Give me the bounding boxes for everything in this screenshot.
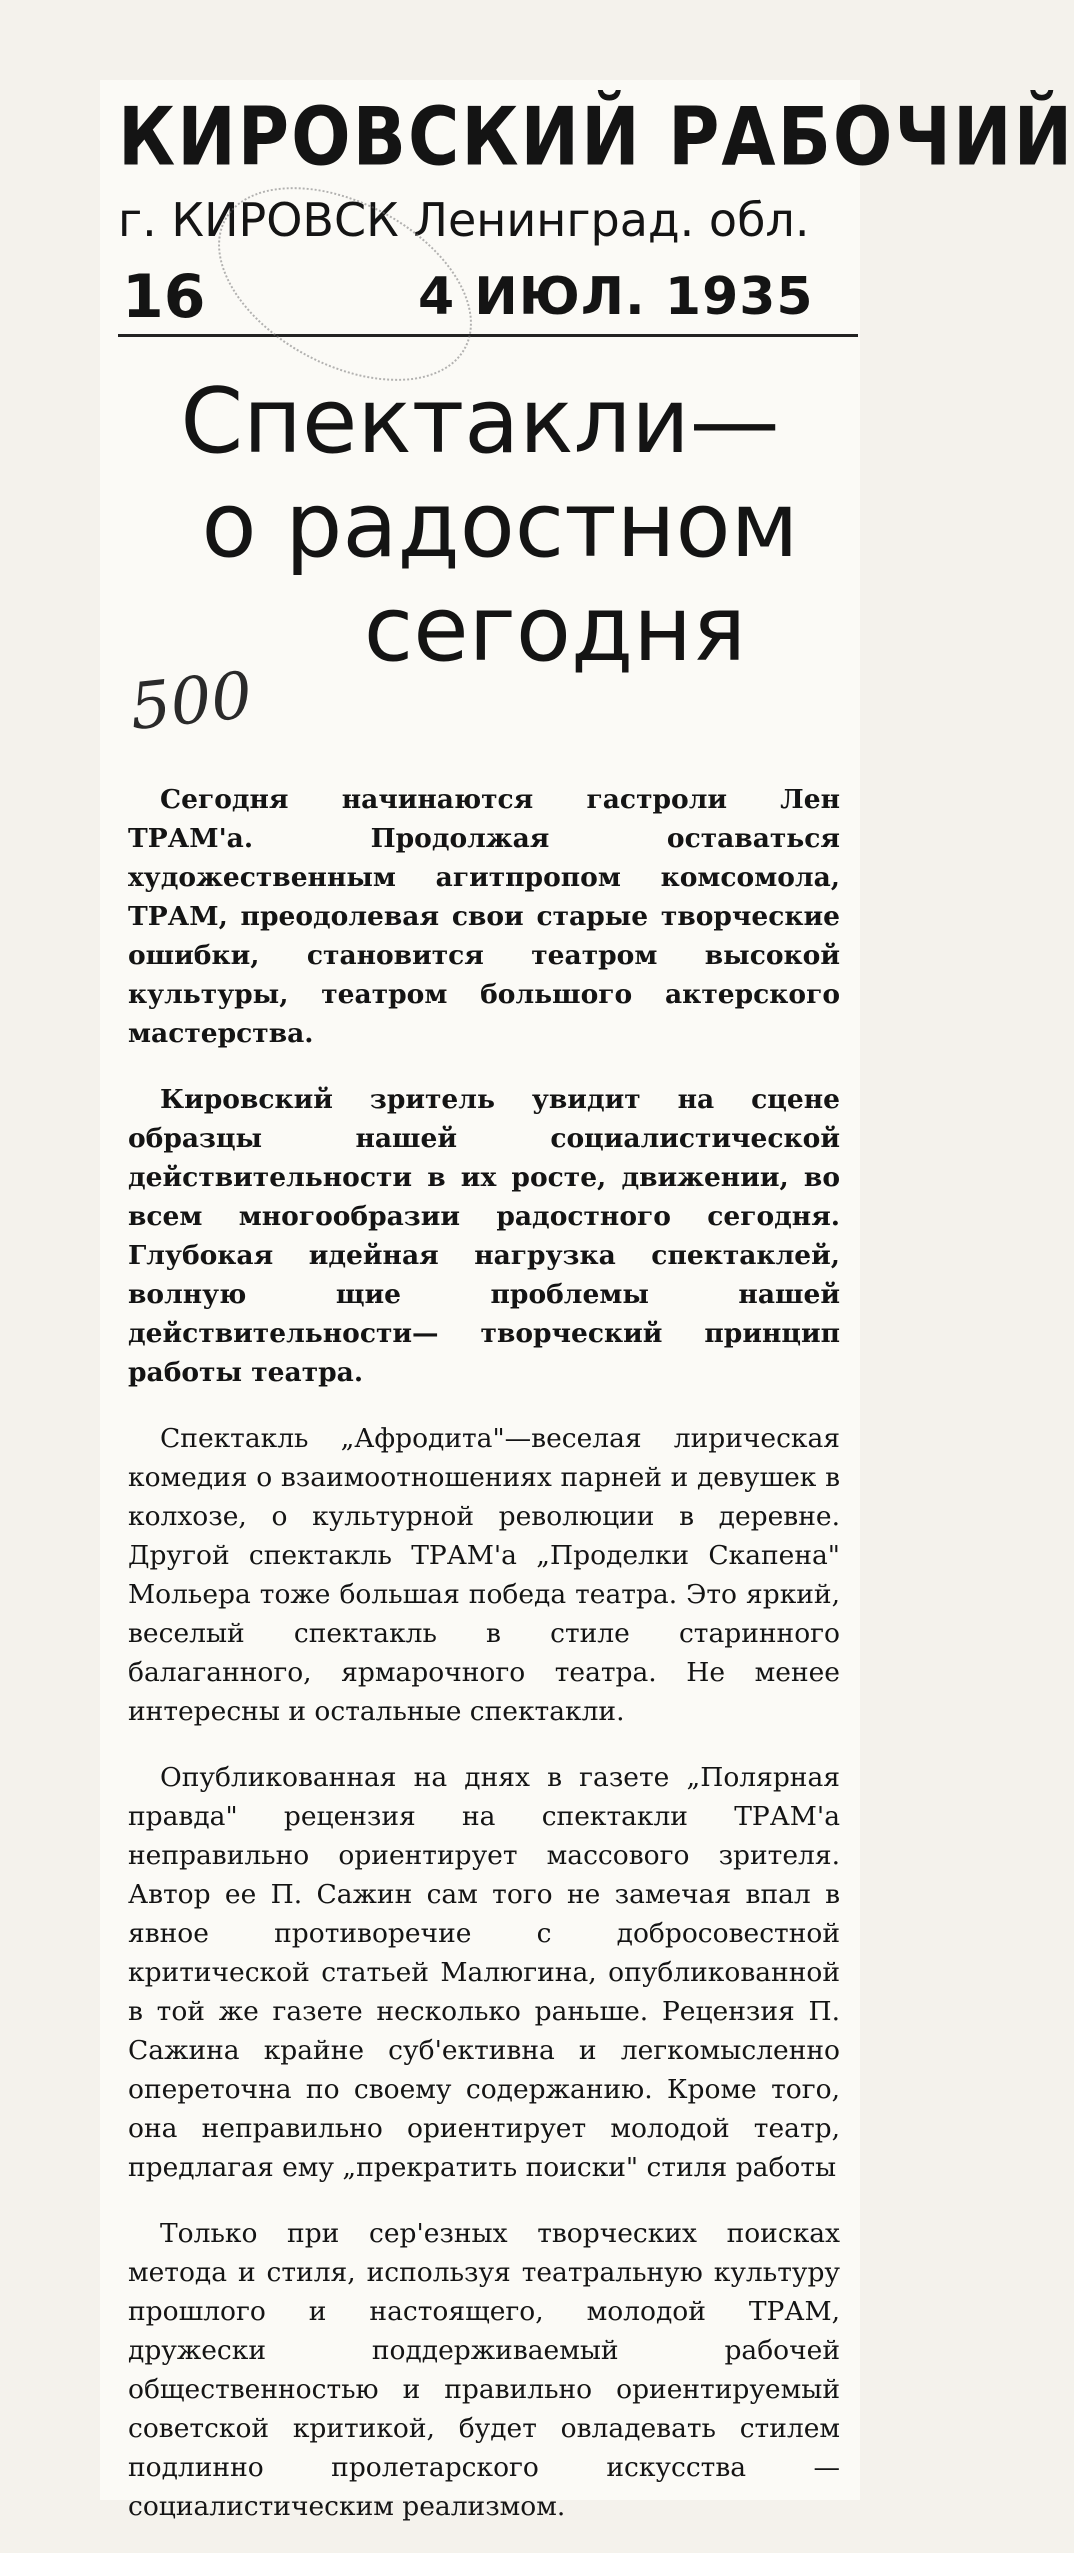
issue-date: 4 ИЮЛ. 1935 bbox=[418, 267, 814, 327]
newspaper-place: г. КИРОВСК Ленинград. обл. bbox=[118, 193, 810, 247]
article-headline bbox=[100, 370, 860, 682]
issue-number: 16 bbox=[122, 262, 206, 332]
headline-line-3: сегодня bbox=[363, 577, 747, 682]
handwritten-note: 500 bbox=[126, 658, 256, 746]
masthead bbox=[118, 89, 1074, 332]
headline-line-1: Спектакли— bbox=[180, 369, 780, 474]
paragraph-2: Кировский зритель увидит на сцене образцы нашей социалистической действительности в их росте, движении, во всем многообразии радостного сегодня. Глубокая идейная нагрузка спектаклей, волную щие проблемы нашей действительности— творческий принцип работы театра. bbox=[128, 1084, 840, 1388]
paragraph-5: Только при сер'езных творческих поисках метода и стиля, используя театральную культуру прошлого и настоящего, молодой ТРАМ, дружески поддерживаемый рабочей общественностью и правильно ориентируемый советской критикой, будет овладевать стилем подлинно пролетарского искусства — социалистическим реализмом. bbox=[128, 2218, 840, 2522]
newspaper-name: КИРОВСКИЙ РАБОЧИЙ bbox=[118, 89, 1074, 184]
article-body bbox=[128, 780, 840, 2553]
paragraph-3: Спектакль „Афродита"—веселая лирическая комедия о взаимоотношениях парней и девушек в колхозе, о культурной революции в деревне. Другой спектакль ТРАМ'а „Проделки Скапена" Мольера тоже большая победа театра. Это яркий, веселый спектакль в стиле старинного балаганного, ярмарочного театра. Не менее интересны и остальные спектакли. bbox=[128, 1423, 840, 1727]
paragraph-4: Опубликованная на днях в газете „Полярная правда" рецензия на спектакли ТРАМ'а неправильно ориентирует массового зрителя. Автор ее П. Сажин сам того не замечая впал в явное противоречие с добросовестной критической статьей Малюгина, опубликованной в той же газете несколько раньше. Рецензия П. Сажина крайне суб'ективна и легкомысленно опереточна по своему содержанию. Кроме того, она неправильно ориентирует молодой театр, предлагая ему „прекратить поиски" стиля работы bbox=[128, 1762, 840, 2183]
paragraph-1: Сегодня начинаются гастроли Лен ТРАМ'а. Продолжая оставаться художественным агитпропом комсомола, ТРАМ, преодолевая свои старые творческие ошибки, становится театром высокой культуры, театром большого актерского мастерства. bbox=[128, 784, 840, 1049]
newspaper-clipping bbox=[100, 80, 1074, 2522]
headline-line-2: о радостном bbox=[201, 473, 799, 578]
